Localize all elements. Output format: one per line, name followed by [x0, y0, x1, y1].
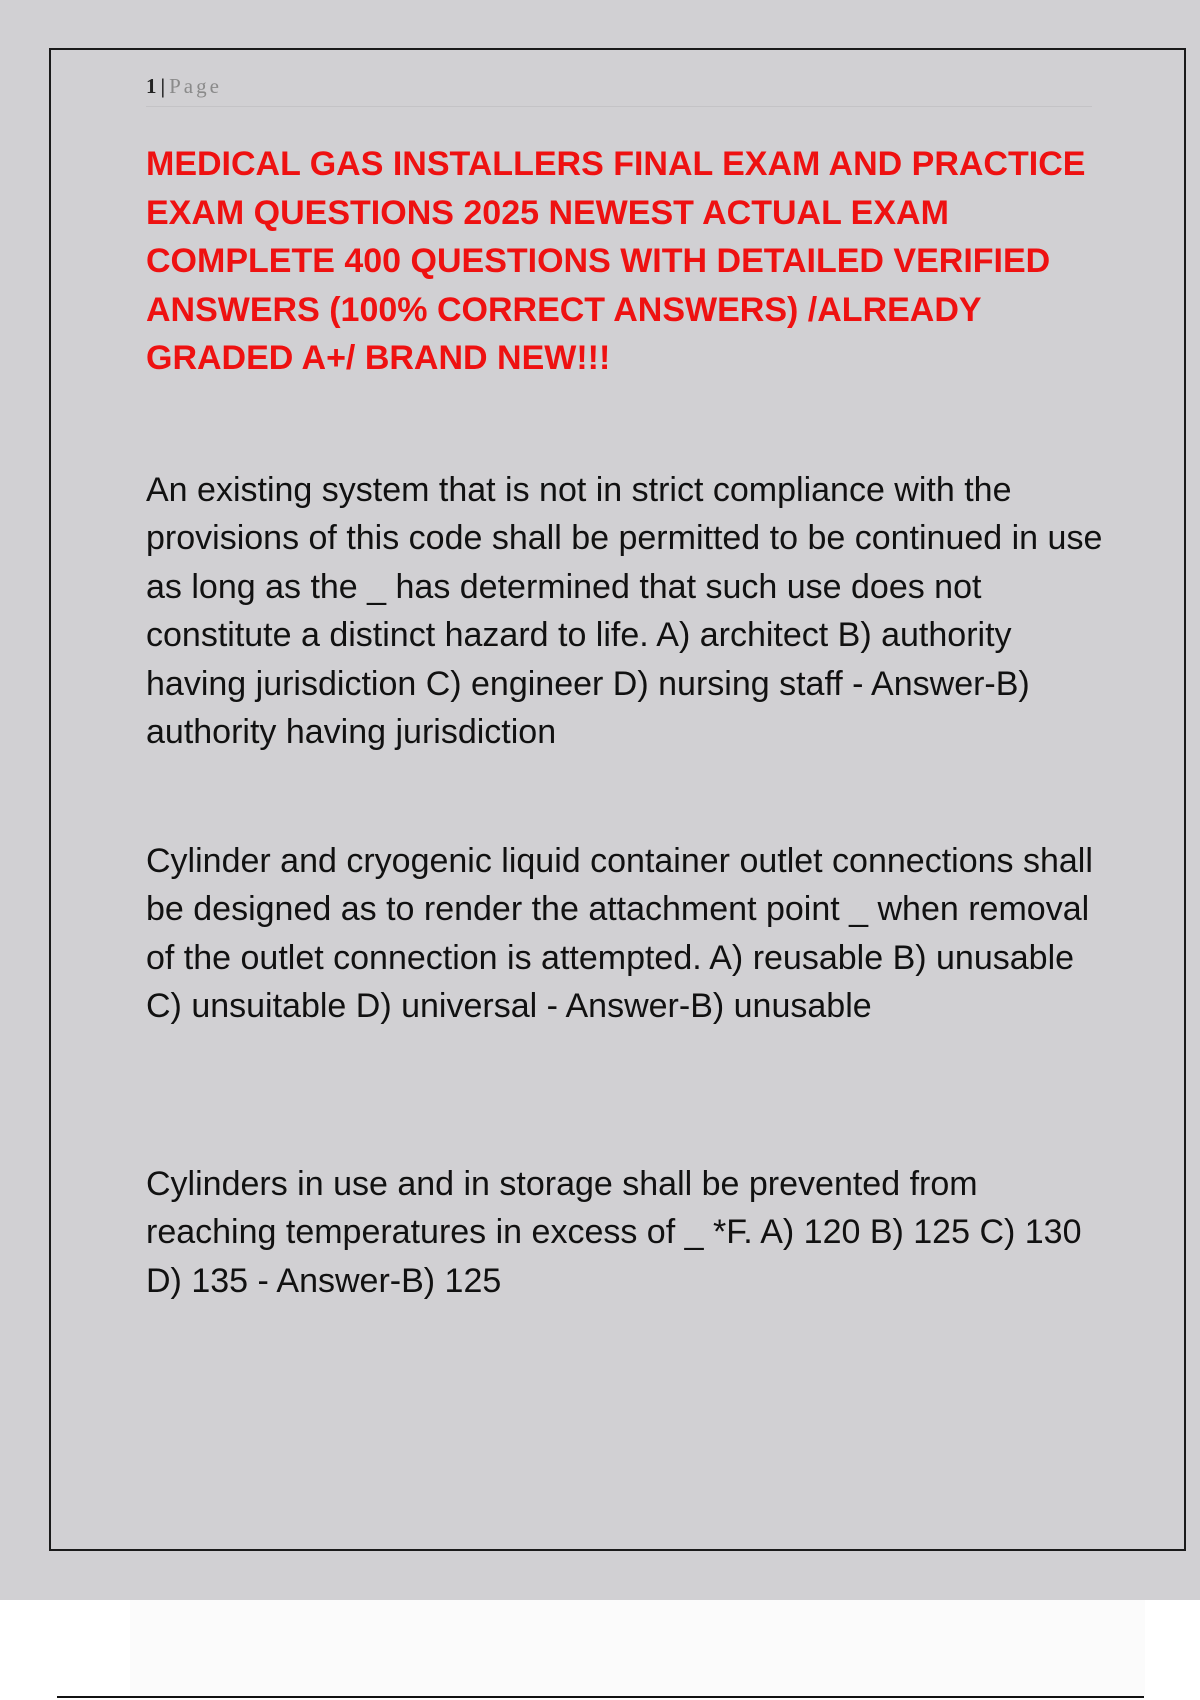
document-title: MEDICAL GAS INSTALLERS FINAL EXAM AND PRACTICE EXAM QUESTIONS 2025 NEWEST ACTUAL EXAM COMPLETE 400 QUESTIONS WITH DETAILED VERIFIED ANSWERS (100% CORRECT ANSWERS) /ALREADY GRADED A+/ BRAND NEW!!! [146, 145, 1086, 377]
page-header [146, 74, 1092, 107]
page-label: Page [169, 74, 222, 98]
next-page-edge [130, 1600, 1145, 1696]
question-1: An existing system that is not in strict compliance with the provisions of this code shall be permitted to be continued in use as long as the _ has determined that such use does not constitute a distinct hazard to life. A) architect B) authority having jurisdiction C) engineer D) nursing staff - Answer-B) authority having jurisdiction [146, 471, 1103, 752]
question-2: Cylinder and cryogenic liquid container outlet connections shall be designed as to render the attachment point _ when removal of the outlet connection is attempted. A) reusable B) unusable C) unsuitable D) universal - Answer-B) unusable [146, 842, 1093, 1026]
page-number: 1 [146, 74, 157, 98]
next-page-border [57, 1696, 1144, 1698]
page-separator: | [160, 74, 166, 98]
question-3: Cylinders in use and in storage shall be prevented from reaching temperatures in excess of _ *F. A) 120 B) 125 C) 130 D) 135 - Answer-B) 125 [146, 1165, 1082, 1300]
